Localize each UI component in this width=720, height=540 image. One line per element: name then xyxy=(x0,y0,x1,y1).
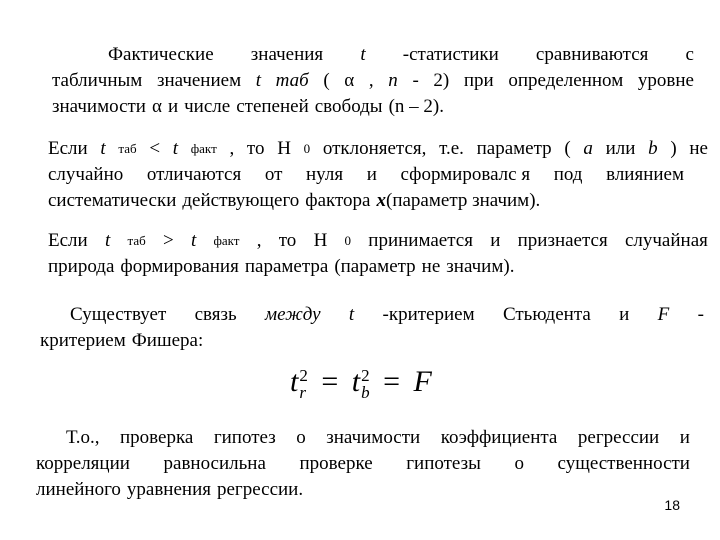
word: таб xyxy=(118,141,137,156)
formula-superscript: 2 xyxy=(361,366,370,386)
word: значения xyxy=(250,44,324,65)
paragraph-4 xyxy=(40,302,704,354)
word: Фактические xyxy=(108,44,214,65)
paragraph-line xyxy=(48,136,708,162)
word: фактора xyxy=(305,190,371,211)
word: - xyxy=(697,304,704,325)
formula-equals: = xyxy=(321,365,339,398)
word: или xyxy=(605,138,636,159)
formula-symbol: t xyxy=(351,365,361,398)
word: то xyxy=(278,230,297,251)
word: сравниваются xyxy=(535,44,649,65)
word: систематически xyxy=(48,190,177,211)
word: и xyxy=(619,304,630,325)
page-number: 18 xyxy=(664,497,680,513)
paragraph-3 xyxy=(48,228,708,280)
word: случайная xyxy=(624,230,708,251)
word: т.е. xyxy=(439,138,464,159)
word: числе xyxy=(184,96,231,117)
word: влиянием xyxy=(606,164,684,185)
word: t xyxy=(360,44,366,65)
word: отклоняется, xyxy=(322,138,427,159)
word: степеней xyxy=(236,96,309,117)
formula-symbol: F xyxy=(413,365,432,398)
word: Т.о., xyxy=(66,427,100,448)
word: > xyxy=(162,230,174,251)
word: и xyxy=(679,427,690,448)
word: сформировалс я xyxy=(400,164,531,185)
paragraph-line xyxy=(36,477,690,503)
word: равносильна xyxy=(163,453,266,474)
word: значимости xyxy=(52,96,146,117)
word: факт xyxy=(213,233,240,248)
word: корреляции xyxy=(36,453,130,474)
word: отличаются xyxy=(146,164,242,185)
word: t xyxy=(348,304,355,325)
formula-t-squared-equals-f xyxy=(290,362,432,402)
word: и xyxy=(366,164,377,185)
word: Стьюдента xyxy=(502,304,591,325)
paragraph-line xyxy=(36,451,690,477)
word: о xyxy=(296,427,306,448)
word: n xyxy=(388,70,398,91)
word: таб xyxy=(275,70,309,91)
word: и xyxy=(490,230,501,251)
word: значением xyxy=(156,70,242,91)
word: регрессии. xyxy=(217,479,304,500)
formula-equals: = xyxy=(383,365,401,398)
word: от xyxy=(264,164,283,185)
word: x xyxy=(376,190,386,211)
word: действующего xyxy=(182,190,300,211)
word: -критерием xyxy=(382,304,475,325)
word: под xyxy=(553,164,583,185)
formula-symbol: t xyxy=(290,365,299,398)
word: , xyxy=(368,70,374,91)
word: свободы xyxy=(314,96,383,117)
word: о xyxy=(514,453,524,474)
formula-subscript: r xyxy=(299,383,306,403)
word: , xyxy=(256,230,262,251)
word: уравнения xyxy=(126,479,211,500)
word: принимается xyxy=(368,230,473,251)
word: α xyxy=(344,70,355,91)
paragraph-2 xyxy=(48,136,708,214)
word: t xyxy=(172,138,179,159)
word: ( xyxy=(323,70,330,91)
paragraph-line xyxy=(36,425,690,451)
word: t xyxy=(104,230,111,251)
word: коэффициента xyxy=(440,427,558,448)
word: таб xyxy=(127,233,146,248)
word: уровне xyxy=(637,70,694,91)
word: существенности xyxy=(557,453,690,474)
word: критерием xyxy=(40,330,126,351)
word: t xyxy=(255,70,262,91)
word: то xyxy=(246,138,265,159)
word: (n – 2). xyxy=(388,96,444,117)
formula-subscript: b xyxy=(361,383,370,403)
word: F xyxy=(657,304,670,325)
word: и xyxy=(167,96,179,117)
paragraph-1 xyxy=(52,42,694,120)
word: значимости xyxy=(326,427,421,448)
word: гипотез xyxy=(213,427,276,448)
word: α xyxy=(151,96,162,117)
word: регрессии xyxy=(577,427,660,448)
paragraph-line xyxy=(52,94,694,120)
word: параметра xyxy=(244,256,329,277)
word: Если xyxy=(48,230,88,251)
paragraph-line xyxy=(48,162,684,188)
word: 2) xyxy=(433,70,450,91)
word: b xyxy=(648,138,658,159)
word: линейного xyxy=(36,479,121,500)
word: табличным xyxy=(52,70,143,91)
word: гипотезы xyxy=(406,453,481,474)
word: случайно xyxy=(48,164,124,185)
word: -статистики xyxy=(402,44,499,65)
word: природа xyxy=(48,256,115,277)
word: параметр xyxy=(476,138,552,159)
word: признается xyxy=(517,230,608,251)
word: t xyxy=(100,138,106,159)
word: Если xyxy=(48,138,88,159)
formula-superscript: 2 xyxy=(299,366,308,386)
word: Н xyxy=(277,138,291,159)
word: определенном xyxy=(508,70,624,91)
word: не xyxy=(421,256,441,277)
word: связь xyxy=(194,304,237,325)
word: (параметр xyxy=(334,256,416,277)
paragraph-line xyxy=(52,42,694,68)
word: факт xyxy=(190,141,217,156)
word: значим). xyxy=(446,256,515,277)
paragraph-line xyxy=(52,68,694,94)
word: a xyxy=(583,138,593,159)
word: ) xyxy=(670,138,677,159)
word: формирования xyxy=(120,256,239,277)
paragraph-line xyxy=(48,188,708,214)
word: ( xyxy=(564,138,571,159)
word: при xyxy=(463,70,494,91)
paragraph-line xyxy=(48,254,708,280)
word: Существует xyxy=(70,304,167,325)
word: < xyxy=(149,138,161,159)
paragraph-line xyxy=(40,328,704,354)
word: не xyxy=(689,138,708,159)
word: - xyxy=(412,70,419,91)
word: 0 xyxy=(344,233,352,248)
word: 0 xyxy=(303,141,311,156)
paragraph-line xyxy=(40,302,704,328)
word: нуля xyxy=(306,164,344,185)
word: Фишера: xyxy=(131,330,204,351)
paragraph-line xyxy=(48,228,708,254)
word: между xyxy=(265,304,321,325)
word: с xyxy=(685,44,694,65)
word: проверке xyxy=(299,453,373,474)
word: проверка xyxy=(119,427,194,448)
word: Н xyxy=(313,230,328,251)
word: (параметр значим). xyxy=(386,190,541,211)
word: t xyxy=(190,230,197,251)
paragraph-5 xyxy=(36,425,690,503)
word: , xyxy=(229,138,235,159)
